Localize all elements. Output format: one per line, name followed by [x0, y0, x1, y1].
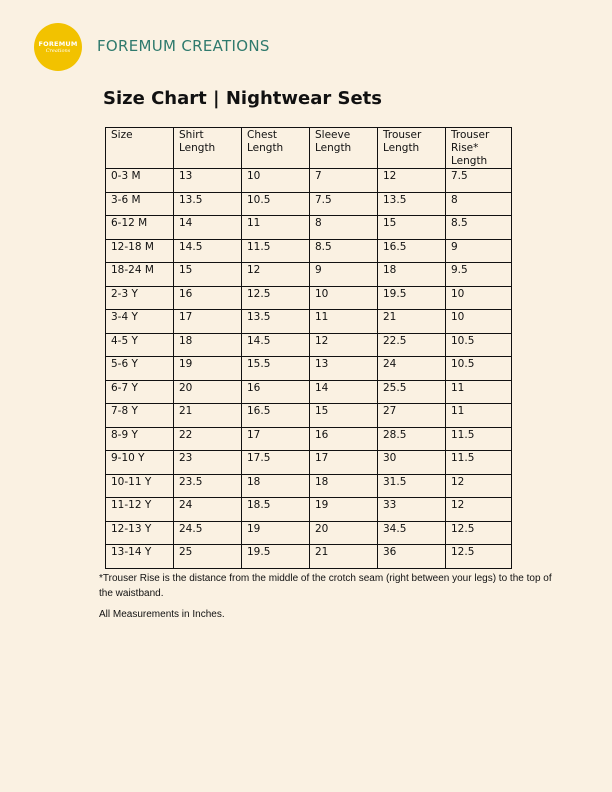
- cell-sleeve-length: 20: [310, 521, 378, 545]
- cell-chest-length: 19.5: [242, 545, 310, 569]
- cell-trouser-length: 16.5: [378, 239, 446, 263]
- cell-chest-length: 17.5: [242, 451, 310, 475]
- cell-chest-length: 13.5: [242, 310, 310, 334]
- cell-size: 4-5 Y: [106, 333, 174, 357]
- table-row: [106, 192, 512, 216]
- cell-trouser-length: 15: [378, 216, 446, 240]
- cell-chest-length: 16.5: [242, 404, 310, 428]
- cell-trouser-length: 27: [378, 404, 446, 428]
- cell-trouser-rise-length: 8.5: [446, 216, 512, 240]
- cell-chest-length: 17: [242, 427, 310, 451]
- cell-trouser-length: 21: [378, 310, 446, 334]
- cell-trouser-rise-length: 12.5: [446, 545, 512, 569]
- cell-chest-length: 11: [242, 216, 310, 240]
- table-row: [106, 521, 512, 545]
- cell-size: 2-3 Y: [106, 286, 174, 310]
- table-row: [106, 498, 512, 522]
- cell-size: 10-11 Y: [106, 474, 174, 498]
- cell-trouser-length: 13.5: [378, 192, 446, 216]
- cell-trouser-rise-length: 11: [446, 404, 512, 428]
- cell-trouser-length: 24: [378, 357, 446, 381]
- cell-sleeve-length: 12: [310, 333, 378, 357]
- column-header-trouser-length: Trouser Length: [378, 128, 446, 169]
- cell-trouser-length: 33: [378, 498, 446, 522]
- column-header-size: Size: [106, 128, 174, 169]
- cell-sleeve-length: 7: [310, 169, 378, 193]
- cell-trouser-rise-length: 10.5: [446, 333, 512, 357]
- cell-shirt-length: 13: [174, 169, 242, 193]
- cell-size: 12-13 Y: [106, 521, 174, 545]
- cell-trouser-rise-length: 10.5: [446, 357, 512, 381]
- cell-trouser-length: 30: [378, 451, 446, 475]
- cell-size: 12-18 M: [106, 239, 174, 263]
- column-header-sleeve-length: Sleeve Length: [310, 128, 378, 169]
- brand-name: FOREMUM CREATIONS: [97, 37, 270, 55]
- cell-size: 6-7 Y: [106, 380, 174, 404]
- cell-size: 18-24 M: [106, 263, 174, 287]
- cell-size: 0-3 M: [106, 169, 174, 193]
- logo-subtext: Creations: [45, 47, 71, 54]
- cell-sleeve-length: 16: [310, 427, 378, 451]
- size-chart-table: [105, 127, 512, 569]
- cell-trouser-length: 22.5: [378, 333, 446, 357]
- cell-trouser-rise-length: 11.5: [446, 427, 512, 451]
- cell-shirt-length: 24.5: [174, 521, 242, 545]
- cell-chest-length: 11.5: [242, 239, 310, 263]
- table-row: [106, 545, 512, 569]
- table-row: [106, 286, 512, 310]
- cell-trouser-rise-length: 12: [446, 474, 512, 498]
- cell-sleeve-length: 11: [310, 310, 378, 334]
- table-header-row: [106, 128, 512, 169]
- table-row: [106, 263, 512, 287]
- cell-size: 6-12 M: [106, 216, 174, 240]
- cell-chest-length: 18: [242, 474, 310, 498]
- cell-trouser-rise-length: 11: [446, 380, 512, 404]
- cell-shirt-length: 25: [174, 545, 242, 569]
- cell-trouser-rise-length: 12.5: [446, 521, 512, 545]
- cell-chest-length: 15.5: [242, 357, 310, 381]
- cell-chest-length: 18.5: [242, 498, 310, 522]
- cell-size: 3-6 M: [106, 192, 174, 216]
- cell-shirt-length: 20: [174, 380, 242, 404]
- cell-trouser-length: 36: [378, 545, 446, 569]
- page-title: Size Chart | Nightwear Sets: [103, 88, 382, 109]
- table-row: [106, 357, 512, 381]
- cell-shirt-length: 24: [174, 498, 242, 522]
- cell-chest-length: 10.5: [242, 192, 310, 216]
- cell-chest-length: 16: [242, 380, 310, 404]
- logo-text: FOREMUM: [38, 39, 78, 48]
- cell-chest-length: 12: [242, 263, 310, 287]
- cell-shirt-length: 13.5: [174, 192, 242, 216]
- table-row: [106, 380, 512, 404]
- cell-chest-length: 10: [242, 169, 310, 193]
- cell-shirt-length: 23: [174, 451, 242, 475]
- cell-sleeve-length: 8.5: [310, 239, 378, 263]
- cell-trouser-length: 18: [378, 263, 446, 287]
- cell-shirt-length: 15: [174, 263, 242, 287]
- cell-trouser-length: 28.5: [378, 427, 446, 451]
- cell-trouser-rise-length: 10: [446, 286, 512, 310]
- cell-shirt-length: 17: [174, 310, 242, 334]
- cell-chest-length: 12.5: [242, 286, 310, 310]
- table-body: [106, 169, 512, 569]
- cell-shirt-length: 16: [174, 286, 242, 310]
- cell-shirt-length: 23.5: [174, 474, 242, 498]
- table-row: [106, 427, 512, 451]
- cell-sleeve-length: 9: [310, 263, 378, 287]
- units-note: All Measurements in Inches.: [99, 609, 225, 620]
- cell-sleeve-length: 18: [310, 474, 378, 498]
- cell-sleeve-length: 15: [310, 404, 378, 428]
- table-row: [106, 310, 512, 334]
- table-row: [106, 333, 512, 357]
- cell-trouser-length: 12: [378, 169, 446, 193]
- cell-size: 5-6 Y: [106, 357, 174, 381]
- cell-sleeve-length: 7.5: [310, 192, 378, 216]
- cell-shirt-length: 18: [174, 333, 242, 357]
- cell-sleeve-length: 19: [310, 498, 378, 522]
- cell-sleeve-length: 10: [310, 286, 378, 310]
- cell-sleeve-length: 17: [310, 451, 378, 475]
- table-row: [106, 239, 512, 263]
- cell-trouser-rise-length: 9.5: [446, 263, 512, 287]
- cell-trouser-rise-length: 8: [446, 192, 512, 216]
- cell-trouser-rise-length: 9: [446, 239, 512, 263]
- column-header-shirt-length: Shirt Length: [174, 128, 242, 169]
- column-header-chest-length: Chest Length: [242, 128, 310, 169]
- cell-trouser-length: 34.5: [378, 521, 446, 545]
- column-header-trouser-rise-length: Trouser Rise* Length: [446, 128, 512, 169]
- cell-sleeve-length: 13: [310, 357, 378, 381]
- cell-trouser-rise-length: 7.5: [446, 169, 512, 193]
- cell-trouser-rise-length: 12: [446, 498, 512, 522]
- cell-chest-length: 19: [242, 521, 310, 545]
- cell-shirt-length: 14: [174, 216, 242, 240]
- cell-size: 8-9 Y: [106, 427, 174, 451]
- table-row: [106, 216, 512, 240]
- cell-size: 13-14 Y: [106, 545, 174, 569]
- cell-shirt-length: 21: [174, 404, 242, 428]
- table-row: [106, 404, 512, 428]
- cell-trouser-length: 31.5: [378, 474, 446, 498]
- table-row: [106, 169, 512, 193]
- cell-shirt-length: 14.5: [174, 239, 242, 263]
- cell-sleeve-length: 21: [310, 545, 378, 569]
- cell-size: 11-12 Y: [106, 498, 174, 522]
- cell-size: 7-8 Y: [106, 404, 174, 428]
- cell-sleeve-length: 8: [310, 216, 378, 240]
- cell-shirt-length: 22: [174, 427, 242, 451]
- trouser-rise-footnote: *Trouser Rise is the distance from the middle of the crotch seam (right between your legs) to the top of the waistband.: [99, 573, 552, 599]
- cell-trouser-rise-length: 10: [446, 310, 512, 334]
- cell-size: 9-10 Y: [106, 451, 174, 475]
- cell-trouser-length: 25.5: [378, 380, 446, 404]
- cell-trouser-rise-length: 11.5: [446, 451, 512, 475]
- cell-sleeve-length: 14: [310, 380, 378, 404]
- table-row: [106, 474, 512, 498]
- cell-trouser-length: 19.5: [378, 286, 446, 310]
- cell-shirt-length: 19: [174, 357, 242, 381]
- cell-size: 3-4 Y: [106, 310, 174, 334]
- brand-logo: [34, 23, 82, 71]
- table-row: [106, 451, 512, 475]
- cell-chest-length: 14.5: [242, 333, 310, 357]
